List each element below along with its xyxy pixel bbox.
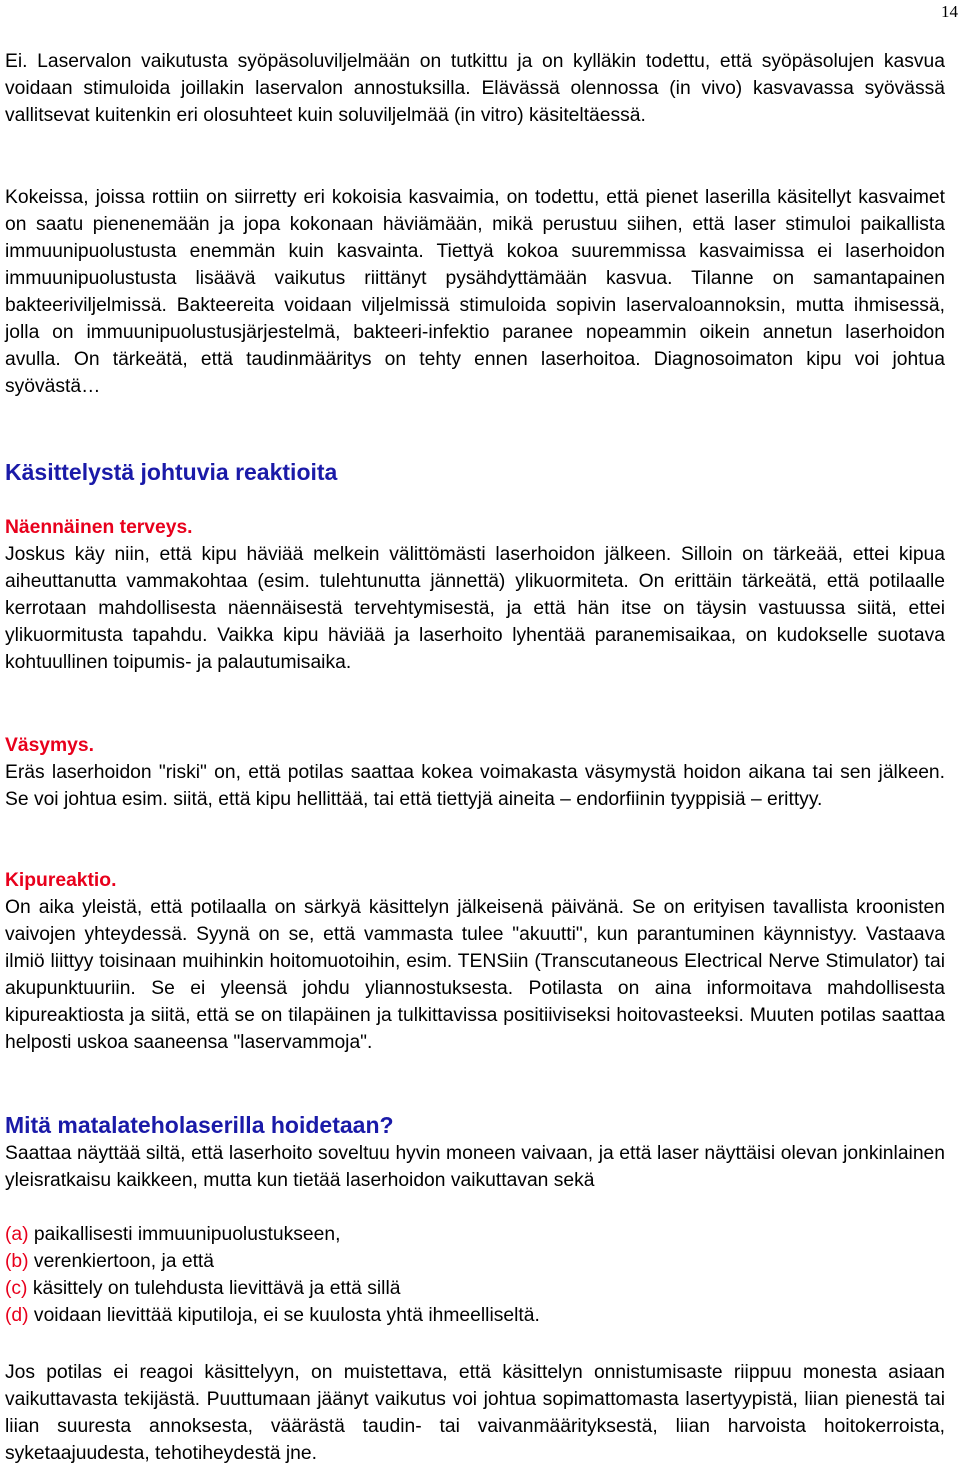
subheading-fatigue: Väsymys. bbox=[5, 735, 94, 756]
paragraph-text: Ei. Laservalon vaikutusta syöpäsoluviljelmään on tutkittu ja on kylläkin todettu, että syöpäsolujen kasvua voidaan stimuloida joillakin laservalon annostuksilla. Elävässä olennossa (in vivo) kasvavassa syövässä vallitsevat kuitenkin eri olosuhteet kuin soluviljelmää (in vitro) käsiteltäessä. bbox=[5, 51, 945, 126]
list-marker: (d) bbox=[5, 1305, 29, 1326]
list-item-text: käsittely on tulehdusta lievittävä ja että sillä bbox=[27, 1278, 401, 1299]
paragraph-rat-experiments bbox=[5, 184, 945, 400]
subheading-apparent-health: Näennäinen terveys. bbox=[5, 517, 193, 538]
list-marker: (b) bbox=[5, 1251, 29, 1272]
section-pain-reaction bbox=[5, 867, 945, 1056]
list-item bbox=[5, 1248, 945, 1275]
section-fatigue bbox=[5, 732, 945, 813]
page-number: 14 bbox=[941, 2, 958, 21]
list-item bbox=[5, 1221, 945, 1248]
list-item bbox=[5, 1275, 945, 1302]
effects-list bbox=[5, 1221, 945, 1329]
list-marker: (c) bbox=[5, 1278, 28, 1299]
section-text: On aika yleistä, että potilaalla on särkyä käsittelyn jälkeisenä päivänä. Se on erityisen tavallista kroonisten vaivojen yhteydessä. Syynä on se, että vammasta tulee "akuutti", kun parantuminen käynnistyy. Vastaava ilmiö liittyy toisinaan muihinkin hoitomuotoihin, esim. TENSiin (Transcutaneous Electrical Nerve Stimulator) tai akupunktuuriin. Se ei yleensä johdu yliannostuksesta. Potilasta on aina informoitava mahdollisesta kipureaktiosta ja siitä, että se on tilapäinen ja tulkittavissa positiiviseksi hoitovasteeksi. Muuten potilas saattaa helposti uskoa saaneensa "laservammoja". bbox=[5, 897, 945, 1053]
list-marker: (a) bbox=[5, 1224, 29, 1245]
paragraph-text: Jos potilas ei reagoi käsittelyyn, on muistettava, että käsittelyn onnistumisaste riippuu monesta asiaan vaikuttavasta tekijästä. Puuttumaan jäänyt vaikutus voi johtua sopimattomasta lasertyypistä, liian pienestä tai liian suuresta annoksesta, väärästä taudin- tai vaivanmäärityksestä, liian harvoista hoitokerroista, syketaajuudesta, tehotiheydestä jne. bbox=[5, 1362, 945, 1464]
section-text: Joskus käy niin, että kipu häviää melkein välittömästi laserhoidon jälkeen. Silloin on tärkeää, ettei kipua aiheuttanutta vammakohtaa (esim. tulehtunutta jännettä) ylikuormiteta. On erittäin tärkeätä, että potilaalle kerrotaan mahdollisesta näennäisestä tervehtymisestä, ja että hän itse on täysin vastuussa siitä, ettei ylikuormitusta tapahdu. Vaikka kipu häviää ja laserhoito lyhentää paranemisaikaa, on kudokselle suotava kohtuullinen toipumis- ja palautumisaika. bbox=[5, 544, 945, 673]
list-item-text: voidaan lievittää kiputiloja, ei se kuulosta yhtä ihmeelliseltä. bbox=[28, 1305, 540, 1326]
list-item-text: paikallisesti immuunipuolustukseen, bbox=[28, 1224, 341, 1245]
section-apparent-health bbox=[5, 514, 945, 676]
section-text: Eräs laserhoidon "riski" on, että potilas saattaa kokea voimakasta väsymystä hoidon aikana tai sen jälkeen. Se voi johtua esim. siitä, että kipu hellittää, tai että tiettyjä aineita – endorfiinin tyyppisiä – erittyy. bbox=[5, 762, 945, 810]
subheading-pain-reaction: Kipureaktio. bbox=[5, 870, 117, 891]
paragraph-cancer-culture bbox=[5, 48, 945, 129]
heading-what-to-treat: Mitä matalateholaserilla hoidetaan? bbox=[5, 1112, 394, 1138]
heading-treatment-reactions: Käsittelystä johtuvia reaktioita bbox=[5, 459, 338, 485]
list-item bbox=[5, 1302, 945, 1329]
paragraph-text: Kokeissa, joissa rottiin on siirretty eri kokoisia kasvaimia, on todettu, että pienet laserilla käsitellyt kasvaimet on saatu pienenemään ja jopa kokonaan häviämään, mikä perustuu siihen, että laser stimuloi paikallista immuunipuolustusta enemmän kuin kasvainta. Tiettyä kokoa suuremmissa kasvaimissa ei laserhoidon immuunipuolustusta lisäävä vaikutus riittänyt pysähdyttämään kasvua. Tilanne on samantapainen bakteeriviljelmissä. Bakteereita voidaan viljelmissä stimuloida sopivin laservaloannoksin, mutta ihmisessä, jolla on immuunipuolustusjärjestelmä, bakteeri-infektio paranee nopeammin oikein annetun laserhoidon avulla. On tärkeätä, että taudinmääritys on tehty ennen laserhoitoa. Diagnosoimaton kipu voi johtua syövästä… bbox=[5, 187, 945, 397]
paragraph-treatment-intro bbox=[5, 1140, 945, 1194]
paragraph-text: Saattaa näyttää siltä, että laserhoito soveltuu hyvin moneen vaivaan, ja että laser näyttäisi olevan jonkinlainen yleisratkaisu kaikkeen, mutta kun tietää laserhoidon vaikuttavan sekä bbox=[5, 1143, 945, 1191]
list-item-text: verenkiertoon, ja että bbox=[28, 1251, 215, 1272]
paragraph-no-response bbox=[5, 1359, 945, 1467]
